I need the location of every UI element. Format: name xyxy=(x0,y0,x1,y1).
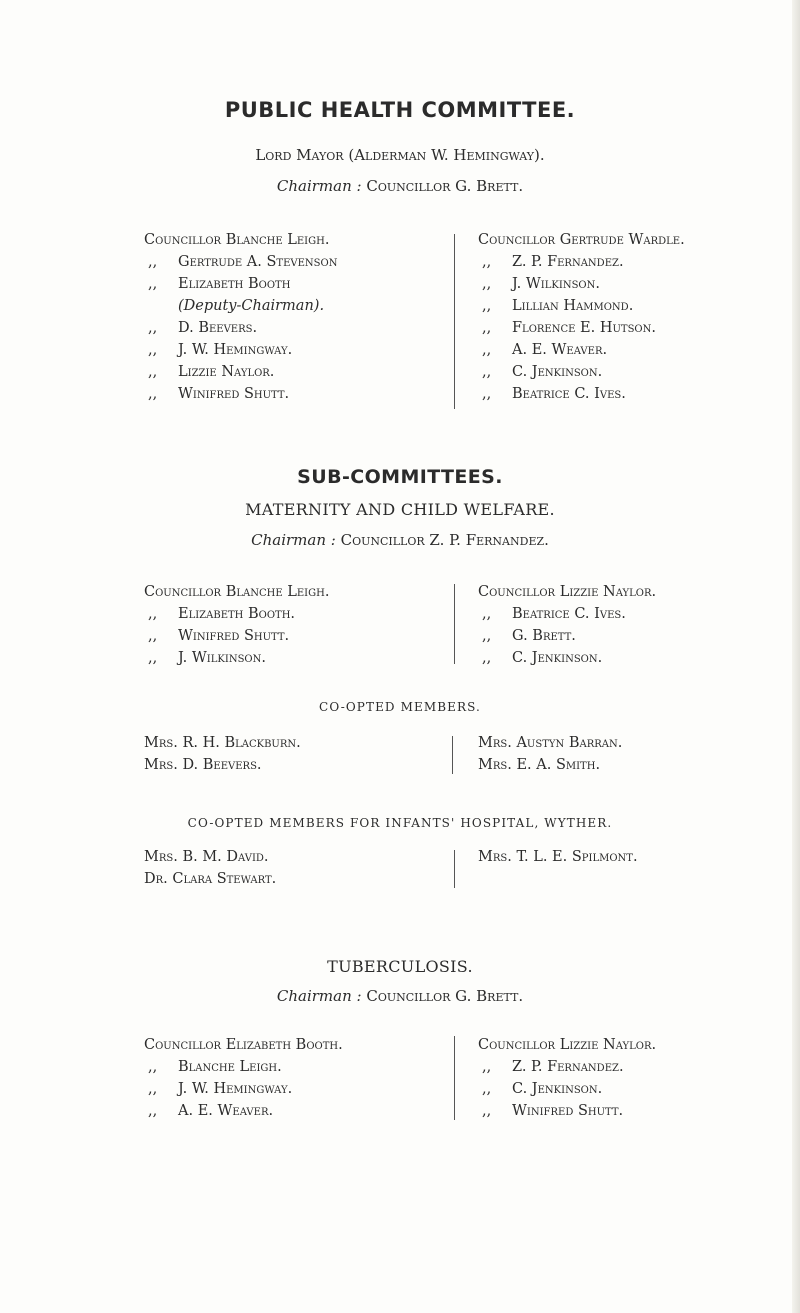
member xyxy=(144,625,329,647)
member xyxy=(478,1100,656,1122)
ditto-mark: ,, xyxy=(482,650,492,666)
ditto-mark: ,, xyxy=(148,1103,158,1119)
tuberculosis-left-column xyxy=(144,1034,343,1122)
member xyxy=(144,383,337,405)
member xyxy=(144,603,329,625)
maternity-heading: MATERNITY AND CHILD WELFARE. xyxy=(245,500,555,519)
member-name: C. Jenkinson. xyxy=(512,364,603,380)
tuberculosis-chairman-line xyxy=(0,987,800,1005)
member: Councillor Gertrude Wardle. xyxy=(478,232,685,248)
subcommittees-heading: SUB-COMMITTEES. xyxy=(297,466,503,488)
member: Mrs. D. Beevers. xyxy=(144,757,262,773)
ditto-mark: ,, xyxy=(148,342,158,358)
member xyxy=(478,317,685,339)
member xyxy=(144,1056,343,1078)
member: Mrs. R. H. Blackburn. xyxy=(144,735,301,751)
member: Councillor Lizzie Naylor. xyxy=(478,584,657,600)
member: Councillor Elizabeth Booth. xyxy=(144,1037,343,1053)
tuberculosis-right-column xyxy=(478,1034,656,1122)
ditto-mark: ,, xyxy=(482,1103,492,1119)
ditto-mark: ,, xyxy=(148,650,158,666)
column-divider xyxy=(454,1036,455,1120)
ditto-mark: ,, xyxy=(482,276,492,292)
member-name: J. W. Hemingway. xyxy=(178,1081,293,1097)
member xyxy=(478,251,685,273)
member-name: Florence E. Hutson. xyxy=(512,320,656,336)
maternity-left-column xyxy=(144,581,329,669)
member-name: Elizabeth Booth. xyxy=(178,606,296,622)
coopted-right-column xyxy=(478,732,622,776)
ditto-mark: ,, xyxy=(482,386,492,402)
member xyxy=(478,295,685,317)
member-name: J. Wilkinson. xyxy=(512,276,600,292)
member-name: C. Jenkinson. xyxy=(512,1081,603,1097)
ditto-mark: ,, xyxy=(482,1059,492,1075)
ditto-mark: ,, xyxy=(482,342,492,358)
deputy-chairman-note: (Deputy-Chairman). xyxy=(178,298,325,314)
coopted-heading: CO-OPTED MEMBERS. xyxy=(319,700,481,714)
chairman-label: Chairman : xyxy=(276,987,362,1005)
member: Councillor Blanche Leigh. xyxy=(144,232,330,248)
member-name: Beatrice C. Ives. xyxy=(512,386,626,402)
chairman-value: Councillor G. Brett. xyxy=(366,177,524,195)
member xyxy=(478,603,656,625)
page-edge-shadow xyxy=(792,0,800,1313)
member: Mrs. T. L. E. Spilmont. xyxy=(478,849,638,865)
ditto-mark: ,, xyxy=(482,628,492,644)
member-name: Winifred Shutt. xyxy=(512,1103,624,1119)
member-name: Z. P. Fernandez. xyxy=(512,1059,624,1075)
main-right-column xyxy=(478,229,685,405)
ditto-mark: ,, xyxy=(148,606,158,622)
member-name: Beatrice C. Ives. xyxy=(512,606,626,622)
member-name: Elizabeth Booth xyxy=(178,276,291,292)
member-name: D. Beevers. xyxy=(178,320,258,336)
member xyxy=(478,339,685,361)
member xyxy=(478,625,656,647)
maternity-right-column xyxy=(478,581,656,669)
member: Mrs. Austyn Barran. xyxy=(478,735,623,751)
chairman-label: Chairman : xyxy=(251,531,336,549)
ditto-mark: ,, xyxy=(148,320,158,336)
member xyxy=(144,1078,343,1100)
column-divider xyxy=(454,584,455,664)
ditto-mark: ,, xyxy=(482,364,492,380)
tuberculosis-heading: TUBERCULOSIS. xyxy=(327,957,473,976)
column-divider xyxy=(454,234,455,409)
member-name: J. W. Hemingway. xyxy=(178,342,293,358)
member-name: Gertrude A. Stevenson xyxy=(178,254,338,270)
member-name: A. E. Weaver. xyxy=(512,342,608,358)
ditto-mark: ,, xyxy=(148,364,158,380)
ditto-mark: ,, xyxy=(482,254,492,270)
member-name: Z. P. Fernandez. xyxy=(512,254,624,270)
member: Dr. Clara Stewart. xyxy=(144,871,277,887)
ditto-mark: ,, xyxy=(148,386,158,402)
member xyxy=(478,1078,656,1100)
chairman-label: Chairman : xyxy=(276,177,362,195)
member xyxy=(144,273,337,295)
lord-mayor-line: Lord Mayor (Alderman W. Hemingway). xyxy=(255,146,545,164)
member-name: J. Wilkinson. xyxy=(178,650,266,666)
member xyxy=(144,1100,343,1122)
maternity-chairman-line xyxy=(0,531,800,549)
member xyxy=(144,361,337,383)
member xyxy=(478,1056,656,1078)
member xyxy=(144,647,329,669)
ditto-mark: ,, xyxy=(482,1081,492,1097)
ditto-mark: ,, xyxy=(148,1081,158,1097)
column-divider xyxy=(454,850,455,888)
ditto-mark: ,, xyxy=(148,1059,158,1075)
member-name: A. E. Weaver. xyxy=(178,1103,274,1119)
ditto-mark: ,, xyxy=(148,628,158,644)
coopted-left-column xyxy=(144,732,301,776)
chairman-line xyxy=(0,177,800,195)
page-title: PUBLIC HEALTH COMMITTEE. xyxy=(224,98,576,122)
column-divider xyxy=(452,736,453,774)
ditto-mark: ,, xyxy=(148,276,158,292)
member: Councillor Lizzie Naylor. xyxy=(478,1037,657,1053)
chairman-value: Councillor Z. P. Fernandez. xyxy=(340,531,549,549)
coopted-infants-heading: CO-OPTED MEMBERS FOR INFANTS' HOSPITAL, WYTHER. xyxy=(187,816,613,830)
member xyxy=(144,251,337,273)
member-name: Lizzie Naylor. xyxy=(178,364,275,380)
member: Mrs. B. M. David. xyxy=(144,849,269,865)
member-name: Winifred Shutt. xyxy=(178,628,290,644)
member-name: C. Jenkinson. xyxy=(512,650,603,666)
member xyxy=(144,317,337,339)
member-name: Winifred Shutt. xyxy=(178,386,290,402)
member: Councillor Blanche Leigh. xyxy=(144,584,330,600)
coopted-infants-left-column xyxy=(144,846,276,890)
member-name: G. Brett. xyxy=(512,628,576,644)
ditto-mark: ,, xyxy=(482,320,492,336)
member xyxy=(478,383,685,405)
member: Mrs. E. A. Smith. xyxy=(478,757,601,773)
coopted-infants-right-column xyxy=(478,846,638,868)
member xyxy=(478,361,685,383)
member xyxy=(478,273,685,295)
ditto-mark: ,, xyxy=(148,254,158,270)
member-name: Lillian Hammond. xyxy=(512,298,634,314)
chairman-value: Councillor G. Brett. xyxy=(366,987,524,1005)
main-left-column xyxy=(144,229,337,405)
member xyxy=(144,339,337,361)
ditto-mark: ,, xyxy=(482,298,492,314)
ditto-mark: ,, xyxy=(482,606,492,622)
member-name: Blanche Leigh. xyxy=(178,1059,282,1075)
member xyxy=(478,647,656,669)
